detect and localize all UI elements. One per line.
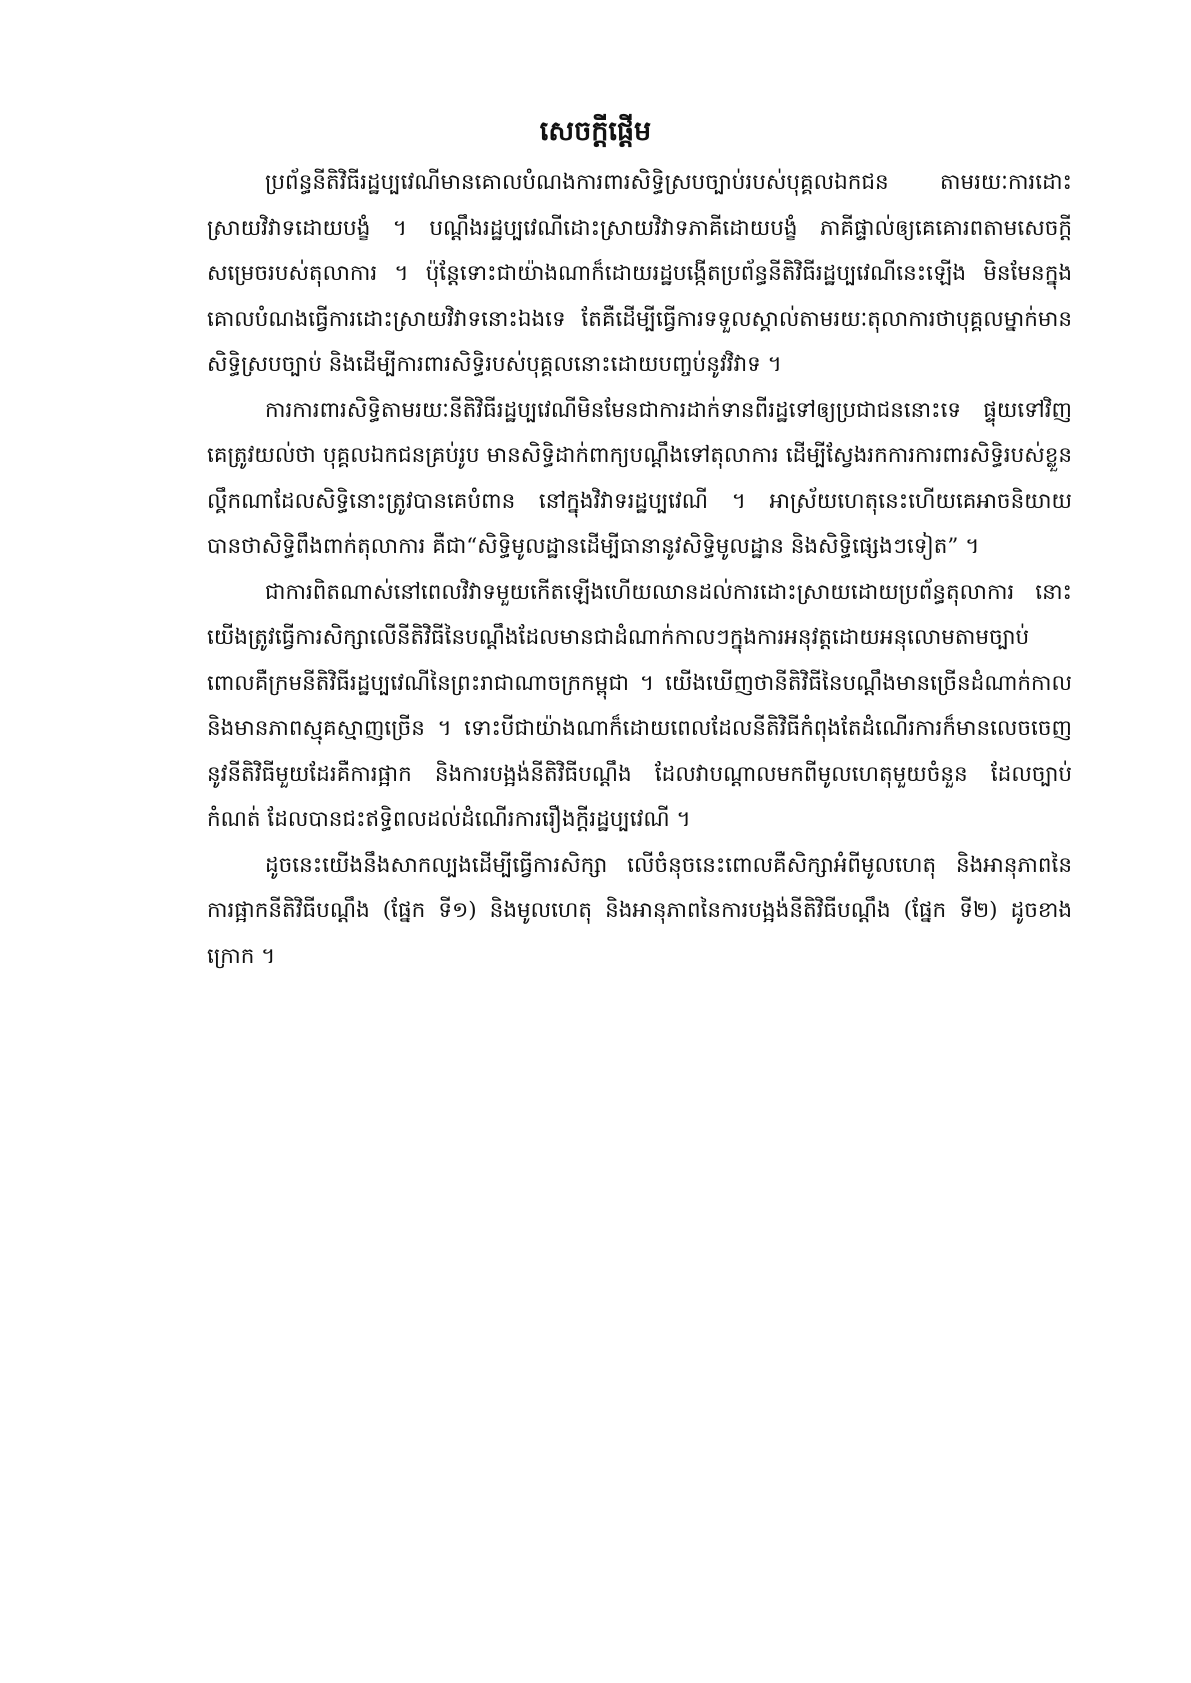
- paragraph-3: ជាការពិតណាស់នៅពេលវិវាទមួយកើតឡើងហើយឈានដល់ការដោះស្រាយដោយប្រព័ន្ធតុលាការ នោះយើងត្រូវធ្វើការសិក្សាលើនីតិវិធីនៃបណ្តឹងដែលមានជាដំណាក់កាលៗក្នុងការអនុវត្តដោយអនុលោមតាមច្បាប់ពោលគឺក្រមនីតិវិធីរដ្ឋប្បវេណីនៃព្រះរាជាណាចក្រកម្ពុជា ។ យើងឃើញថានីតិវិធីនៃបណ្តឹងមានច្រើនដំណាក់កាល និងមានភាពស្មុគស្មាញច្រើន ។ ទោះបីជាយ៉ាងណាក៏ដោយពេលដែលនីតិវិធីកំពុងតែដំណើរការក៏មានលេចចេញនូវនីតិវិធីមួយដែរគឺការផ្អាក និងការបង្អង់នីតិវិធីបណ្តឹង ដែលវាបណ្តាលមកពីមូលហេតុមួយចំនួន ដែលច្បាប់កំណត់ ដែលបានជះឥទ្ធិពលដល់ដំណើរការរឿងក្តីរដ្ឋប្បវេណី ។: [207, 579, 1072, 832]
- paragraph-4: ដូចនេះយើងនឹងសាកល្បងដើម្បីធ្វើការសិក្សា លើចំនុចនេះពោលគឺសិក្សាអំពីមូលហេតុ និងអានុភាពនៃការផ្អាកនីតិវិធីបណ្តឹង (ផ្នែក ទី១) និងមូលហេតុ និងអានុភាពនៃការបង្អង់នីតិវិធីបណ្តឹង (ផ្នែក ទី២) ដូចខាងក្រោក ។: [207, 852, 1072, 969]
- document-title: សេចក្ដីផ្ដើម: [539, 116, 652, 147]
- document-body: [207, 160, 1072, 979]
- paragraph-2: ការការពារសិទ្ធិតាមរយៈនីតិវិធីរដ្ឋប្បវេណីមិនមែនជាការដាក់ទានពីរដ្ឋទៅឲ្យប្រជាជននោះទេ ផ្ទុយទៅវិញគេត្រូវយល់ថា បុគ្គលឯកជនគ្រប់រូប មានសិទ្ធិដាក់ពាក្យបណ្តឹងទៅតុលាការ ដើម្បីស្វែងរកការការពារសិទ្ធិរបស់ខ្លួន ល្គឹកណាដែលសិទ្ធិនោះត្រូវបានគេបំពាន នៅក្នុងវិវាទរដ្ឋប្បវេណី ។ អាស្រ័យហេតុនេះហើយគេអាចនិយាយបានថាសិទ្ធិពឹងពាក់តុលាការ គឺជា“សិទ្ធិមូលដ្ឋានដើម្បីធានានូវសិទ្ធិមូលដ្ឋាន និងសិទ្ធិផ្សេងៗទៀត” ។: [207, 397, 1072, 559]
- paragraph-1: ប្រព័ន្ធនីតិវិធីរដ្ឋប្បវេណីមានគោលបំណងការពារសិទ្ធិស្របច្បាប់របស់បុគ្គលឯកជន តាមរយៈការដោះស្រាយវិវាទដោយបង្ខំ ។ បណ្តឹងរដ្ឋប្បវេណីដោះស្រាយវិវាទភាគីដោយបង្ខំ ភាគីផ្ទាល់ឲ្យគេគោរពតាមសេចក្តីសម្រេចរបស់តុលាការ ។ ប៉ុន្តែទោះជាយ៉ាងណាក៏ដោយរដ្ឋបង្កើតប្រព័ន្ធនីតិវិធីរដ្ឋប្បវេណីនេះឡើង មិនមែនក្នុងគោលបំណងធ្វើការដោះស្រាយវិវាទនោះឯងទេ តែគឺដើម្បីធ្វើការទទួលស្គាល់តាមរយៈតុលាការថាបុគ្គលម្នាក់មានសិទ្ធិស្របច្បាប់ និងដើម្បីការពារសិទ្ធិរបស់បុគ្គលនោះដោយបញ្ចប់នូវវិវាទ ។: [207, 170, 1072, 377]
